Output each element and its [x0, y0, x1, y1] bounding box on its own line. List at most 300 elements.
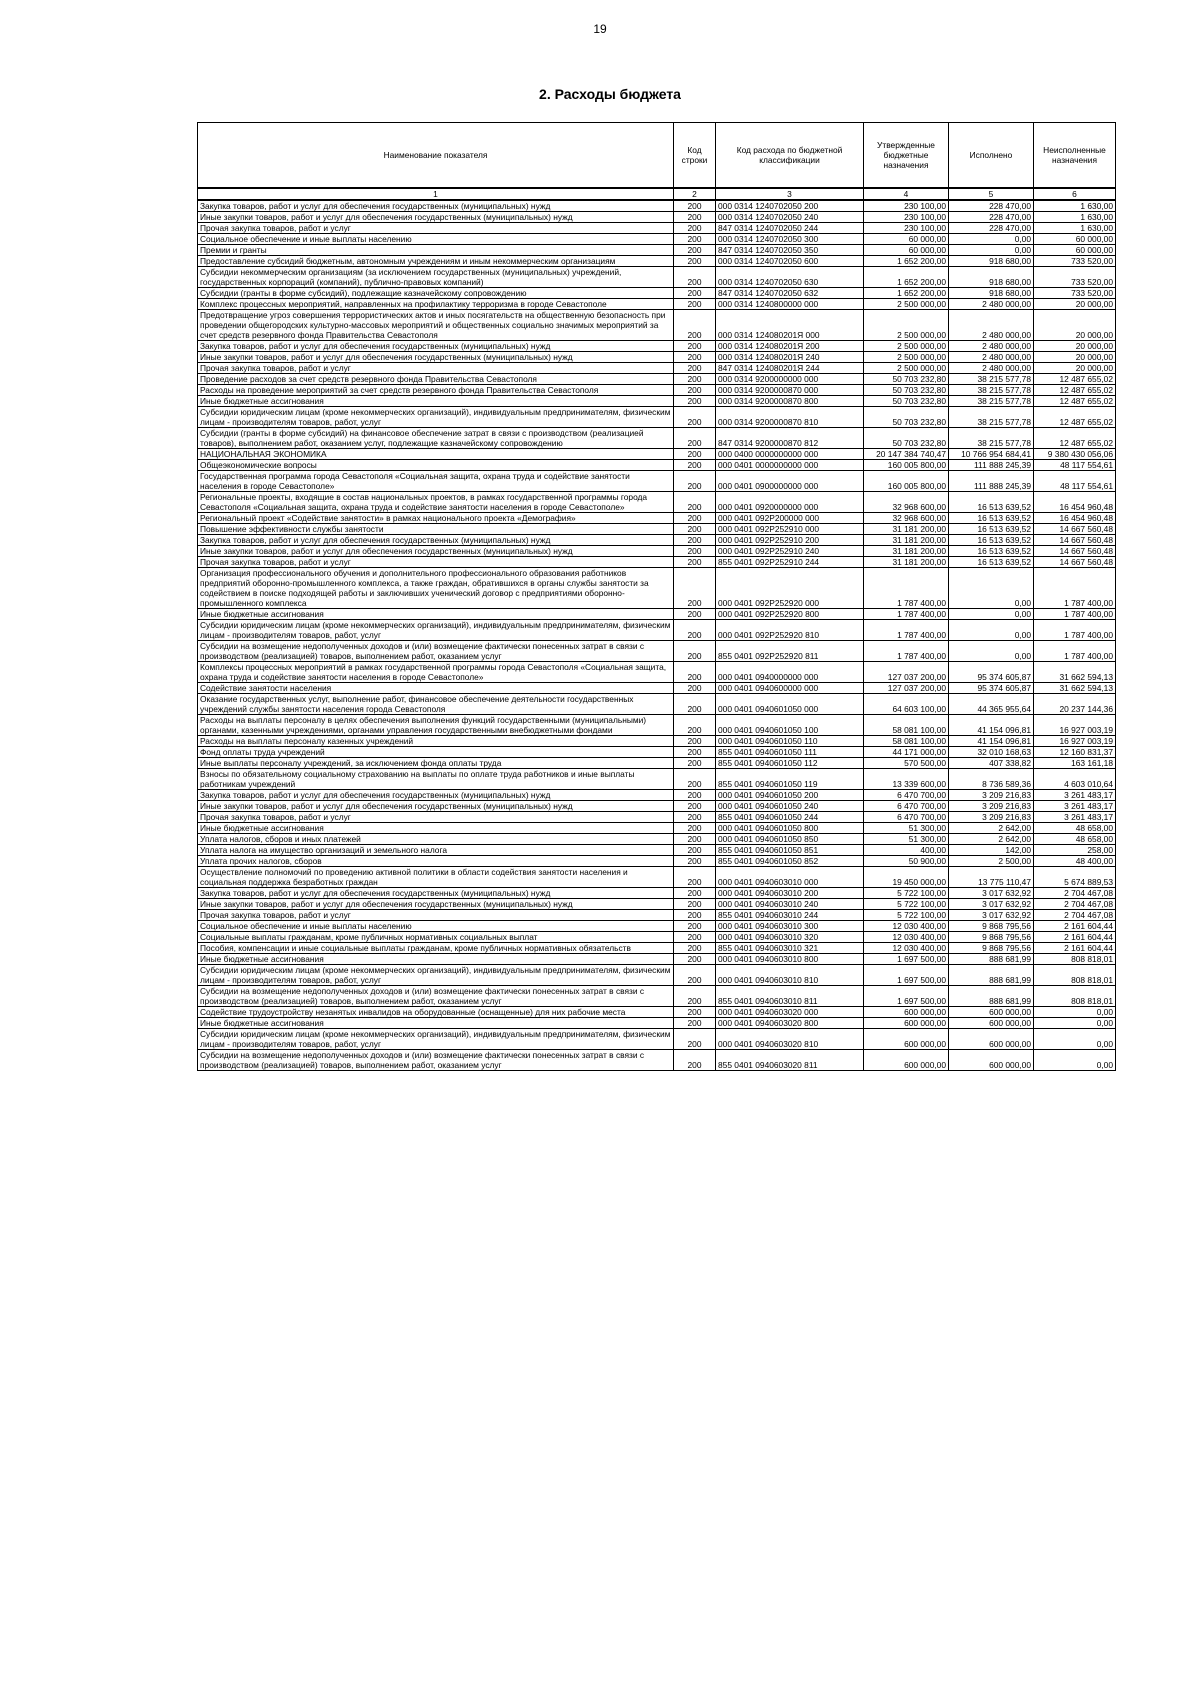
row-code-cell: 000 0314 1240702050 200	[716, 200, 864, 212]
row-unexecuted-cell: 48 117 554,61	[1034, 460, 1116, 471]
row-executed-cell: 600 000,00	[949, 1007, 1034, 1018]
row-approved-cell: 1 697 500,00	[864, 965, 949, 986]
row-line-cell: 200	[674, 899, 716, 910]
row-name-cell: НАЦИОНАЛЬНАЯ ЭКОНОМИКА	[198, 449, 674, 460]
column-header-approved: Утвержденные бюджетные назначения	[864, 123, 949, 189]
row-approved-cell: 2 500 000,00	[864, 299, 949, 310]
row-executed-cell: 111 888 245,39	[949, 460, 1034, 471]
table-row	[198, 471, 1116, 492]
row-code-cell: 000 0314 1240702050 300	[716, 234, 864, 245]
table-row	[198, 921, 1116, 932]
row-executed-cell: 888 681,99	[949, 954, 1034, 965]
row-approved-cell: 600 000,00	[864, 1018, 949, 1029]
row-executed-cell: 142,00	[949, 845, 1034, 856]
row-line-cell: 200	[674, 568, 716, 609]
row-approved-cell: 2 500 000,00	[864, 341, 949, 352]
row-executed-cell: 111 888 245,39	[949, 471, 1034, 492]
row-line-cell: 200	[674, 986, 716, 1007]
row-name-cell: Оказание государственных услуг, выполнение работ, финансовое обеспечение деятельности государственных учреждений службы занятости населения города Севастополя	[198, 694, 674, 715]
row-unexecuted-cell: 2 704 467,08	[1034, 888, 1116, 899]
table-row	[198, 888, 1116, 899]
row-name-cell: Субсидии некоммерческим организациям (за исключением государственных (муниципальных) учреждений, государственных корпораций (компаний), публично-правовых компаний)	[198, 267, 674, 288]
row-approved-cell: 5 722 100,00	[864, 899, 949, 910]
table-row	[198, 986, 1116, 1007]
row-name-cell: Уплата налогов, сборов и иных платежей	[198, 834, 674, 845]
row-executed-cell: 407 338,82	[949, 758, 1034, 769]
row-line-cell: 200	[674, 471, 716, 492]
row-line-cell: 200	[674, 428, 716, 449]
row-line-cell: 200	[674, 834, 716, 845]
table-row	[198, 428, 1116, 449]
row-executed-cell: 228 470,00	[949, 212, 1034, 223]
row-executed-cell: 2 500,00	[949, 856, 1034, 867]
row-executed-cell: 3 017 632,92	[949, 899, 1034, 910]
row-code-cell: 000 0401 0940600000 000	[716, 683, 864, 694]
table-row	[198, 932, 1116, 943]
row-executed-cell: 16 513 639,52	[949, 557, 1034, 568]
row-line-cell: 200	[674, 910, 716, 921]
row-executed-cell: 2 642,00	[949, 823, 1034, 834]
row-line-cell: 200	[674, 620, 716, 641]
row-approved-cell: 44 171 000,00	[864, 747, 949, 758]
row-executed-cell: 0,00	[949, 568, 1034, 609]
row-executed-cell: 38 215 577,78	[949, 374, 1034, 385]
row-approved-cell: 32 968 600,00	[864, 492, 949, 513]
row-name-cell: Премии и гранты	[198, 245, 674, 256]
row-unexecuted-cell: 48 658,00	[1034, 823, 1116, 834]
row-unexecuted-cell: 12 160 831,37	[1034, 747, 1116, 758]
row-name-cell: Расходы на выплаты персоналу в целях обеспечения выполнения функций государственными (муниципальными) органами, казенными учреждениями, органами управления государственными внебюджетными фондами	[198, 715, 674, 736]
row-line-cell: 200	[674, 385, 716, 396]
row-unexecuted-cell: 808 818,01	[1034, 965, 1116, 986]
row-unexecuted-cell: 1 787 400,00	[1034, 568, 1116, 609]
column-numbers-row	[198, 188, 1116, 200]
row-approved-cell: 1 787 400,00	[864, 609, 949, 620]
row-unexecuted-cell: 1 787 400,00	[1034, 609, 1116, 620]
row-executed-cell: 0,00	[949, 234, 1034, 245]
table-row	[198, 1029, 1116, 1050]
row-code-cell: 000 0401 092P252920 000	[716, 568, 864, 609]
row-unexecuted-cell: 1 630,00	[1034, 212, 1116, 223]
row-unexecuted-cell: 733 520,00	[1034, 267, 1116, 288]
row-line-cell: 200	[674, 299, 716, 310]
row-line-cell: 200	[674, 363, 716, 374]
row-unexecuted-cell: 48 117 554,61	[1034, 471, 1116, 492]
row-executed-cell: 888 681,99	[949, 965, 1034, 986]
row-line-cell: 200	[674, 374, 716, 385]
row-name-cell: Комплекс процессных мероприятий, направленных на профилактику терроризма в городе Севастополе	[198, 299, 674, 310]
row-line-cell: 200	[674, 823, 716, 834]
row-approved-cell: 31 181 200,00	[864, 524, 949, 535]
table-row	[198, 513, 1116, 524]
row-approved-cell: 230 100,00	[864, 223, 949, 234]
row-code-cell: 000 0401 0940603020 800	[716, 1018, 864, 1029]
row-code-cell: 000 0401 0940601050 000	[716, 694, 864, 715]
table-row	[198, 790, 1116, 801]
table-row	[198, 568, 1116, 609]
row-executed-cell: 8 736 589,36	[949, 769, 1034, 790]
row-name-cell: Социальное обеспечение и иные выплаты населению	[198, 234, 674, 245]
row-line-cell: 200	[674, 234, 716, 245]
table-row	[198, 758, 1116, 769]
row-name-cell: Субсидии на возмещение недополученных доходов и (или) возмещение фактически понесенных затрат в связи с производством (реализацией) товаров, выполнением работ, оказанием услуг	[198, 1050, 674, 1071]
row-name-cell: Государственная программа города Севастополя «Социальная защита, охрана труда и содействие занятости населения в городе Севастополе»	[198, 471, 674, 492]
row-executed-cell: 32 010 168,63	[949, 747, 1034, 758]
column-number: 5	[949, 188, 1034, 200]
row-code-cell: 000 0401 0920000000 000	[716, 492, 864, 513]
row-approved-cell: 127 037 200,00	[864, 662, 949, 683]
row-name-cell: Прочая закупка товаров, работ и услуг	[198, 557, 674, 568]
row-name-cell: Иные бюджетные ассигнования	[198, 396, 674, 407]
table-row	[198, 341, 1116, 352]
row-line-cell: 200	[674, 921, 716, 932]
row-name-cell: Закупка товаров, работ и услуг для обеспечения государственных (муниципальных) нужд	[198, 341, 674, 352]
table-row	[198, 899, 1116, 910]
row-approved-cell: 6 470 700,00	[864, 812, 949, 823]
row-code-cell: 000 0314 1240800000 000	[716, 299, 864, 310]
row-unexecuted-cell: 20 237 144,36	[1034, 694, 1116, 715]
row-executed-cell: 228 470,00	[949, 200, 1034, 212]
table-row	[198, 288, 1116, 299]
row-name-cell: Фонд оплаты труда учреждений	[198, 747, 674, 758]
row-executed-cell: 16 513 639,52	[949, 546, 1034, 557]
row-unexecuted-cell: 16 454 960,48	[1034, 513, 1116, 524]
table-row	[198, 1018, 1116, 1029]
row-unexecuted-cell: 3 261 483,17	[1034, 812, 1116, 823]
row-approved-cell: 1 787 400,00	[864, 568, 949, 609]
row-executed-cell: 3 209 216,83	[949, 790, 1034, 801]
row-unexecuted-cell: 733 520,00	[1034, 256, 1116, 267]
row-executed-cell: 41 154 096,81	[949, 715, 1034, 736]
row-executed-cell: 16 513 639,52	[949, 524, 1034, 535]
row-line-cell: 200	[674, 801, 716, 812]
row-name-cell: Субсидии (гранты в форме субсидий) на финансовое обеспечение затрат в связи с производством (реализацией товаров), выполнением работ, оказанием услуг, подлежащие казначейскому сопровождению	[198, 428, 674, 449]
row-approved-cell: 230 100,00	[864, 212, 949, 223]
row-approved-cell: 1 652 200,00	[864, 267, 949, 288]
row-executed-cell: 95 374 605,87	[949, 683, 1034, 694]
row-code-cell: 855 0401 0940603010 811	[716, 986, 864, 1007]
row-code-cell: 000 0314 124080201Я 200	[716, 341, 864, 352]
table-row	[198, 823, 1116, 834]
row-code-cell: 847 0314 1240702050 632	[716, 288, 864, 299]
row-approved-cell: 50 703 232,80	[864, 385, 949, 396]
row-unexecuted-cell: 20 000,00	[1034, 299, 1116, 310]
row-code-cell: 000 0401 0940601050 800	[716, 823, 864, 834]
row-code-cell: 000 0401 0940601050 110	[716, 736, 864, 747]
row-executed-cell: 10 766 954 684,41	[949, 449, 1034, 460]
row-approved-cell: 2 500 000,00	[864, 363, 949, 374]
row-code-cell: 000 0401 0940601050 850	[716, 834, 864, 845]
row-name-cell: Иные закупки товаров, работ и услуг для обеспечения государственных (муниципальных) нужд	[198, 801, 674, 812]
row-unexecuted-cell: 2 704 467,08	[1034, 899, 1116, 910]
table-row	[198, 385, 1116, 396]
page-title: 2. Расходы бюджета	[539, 86, 681, 102]
table-row	[198, 1050, 1116, 1071]
row-unexecuted-cell: 14 667 560,48	[1034, 546, 1116, 557]
row-name-cell: Содействие занятости населения	[198, 683, 674, 694]
row-approved-cell: 6 470 700,00	[864, 790, 949, 801]
row-line-cell: 200	[674, 492, 716, 513]
row-unexecuted-cell: 20 000,00	[1034, 341, 1116, 352]
row-approved-cell: 50 703 232,80	[864, 428, 949, 449]
row-executed-cell: 3 209 216,83	[949, 801, 1034, 812]
row-name-cell: Общеэкономические вопросы	[198, 460, 674, 471]
row-approved-cell: 1 787 400,00	[864, 641, 949, 662]
row-code-cell: 000 0401 0940603010 810	[716, 965, 864, 986]
table-row	[198, 867, 1116, 888]
row-line-cell: 200	[674, 954, 716, 965]
table-row	[198, 812, 1116, 823]
row-unexecuted-cell: 12 487 655,02	[1034, 396, 1116, 407]
row-line-cell: 200	[674, 288, 716, 299]
row-line-cell: 200	[674, 1050, 716, 1071]
table-row	[198, 834, 1116, 845]
row-name-cell: Пособия, компенсации и иные социальные выплаты гражданам, кроме публичных нормативных обязательств	[198, 943, 674, 954]
row-name-cell: Осуществление полномочий по проведению активной политики в области содействия занятости населения и социальная поддержка безработных граждан	[198, 867, 674, 888]
row-line-cell: 200	[674, 524, 716, 535]
row-code-cell: 847 0314 9200000870 812	[716, 428, 864, 449]
row-line-cell: 200	[674, 460, 716, 471]
row-approved-cell: 19 450 000,00	[864, 867, 949, 888]
table-row	[198, 352, 1116, 363]
row-approved-cell: 1 652 200,00	[864, 288, 949, 299]
row-name-cell: Прочая закупка товаров, работ и услуг	[198, 910, 674, 921]
row-line-cell: 200	[674, 965, 716, 986]
row-code-cell: 000 0314 1240702050 600	[716, 256, 864, 267]
row-approved-cell: 50 703 232,80	[864, 374, 949, 385]
row-approved-cell: 160 005 800,00	[864, 471, 949, 492]
row-executed-cell: 2 480 000,00	[949, 299, 1034, 310]
row-approved-cell: 1 652 200,00	[864, 256, 949, 267]
row-executed-cell: 16 513 639,52	[949, 535, 1034, 546]
row-line-cell: 200	[674, 513, 716, 524]
row-approved-cell: 31 181 200,00	[864, 546, 949, 557]
row-line-cell: 200	[674, 790, 716, 801]
row-approved-cell: 51 300,00	[864, 823, 949, 834]
row-unexecuted-cell: 31 662 594,13	[1034, 662, 1116, 683]
row-executed-cell: 16 513 639,52	[949, 492, 1034, 513]
column-header-code: Код расхода по бюджетной классификации	[716, 123, 864, 189]
row-line-cell: 200	[674, 662, 716, 683]
row-line-cell: 200	[674, 867, 716, 888]
page-number: 19	[593, 22, 607, 36]
table-row	[198, 620, 1116, 641]
row-approved-cell: 60 000,00	[864, 234, 949, 245]
row-executed-cell: 600 000,00	[949, 1050, 1034, 1071]
row-code-cell: 000 0401 092P252920 800	[716, 609, 864, 620]
row-executed-cell: 918 680,00	[949, 267, 1034, 288]
row-unexecuted-cell: 14 667 560,48	[1034, 535, 1116, 546]
row-code-cell: 000 0314 124080201Я 240	[716, 352, 864, 363]
row-name-cell: Иные закупки товаров, работ и услуг для обеспечения государственных (муниципальных) нужд	[198, 352, 674, 363]
row-name-cell: Субсидии на возмещение недополученных доходов и (или) возмещение фактически понесенных затрат в связи с производством (реализацией) товаров, выполнением работ, оказанием услуг	[198, 986, 674, 1007]
row-approved-cell: 400,00	[864, 845, 949, 856]
row-line-cell: 200	[674, 352, 716, 363]
row-code-cell: 000 0401 0940603020 000	[716, 1007, 864, 1018]
row-name-cell: Проведение расходов за счет средств резервного фонда Правительства Севастополя	[198, 374, 674, 385]
row-code-cell: 000 0314 9200000870 000	[716, 385, 864, 396]
row-line-cell: 200	[674, 557, 716, 568]
table-row	[198, 662, 1116, 683]
row-unexecuted-cell: 0,00	[1034, 1050, 1116, 1071]
row-line-cell: 200	[674, 256, 716, 267]
row-line-cell: 200	[674, 943, 716, 954]
row-unexecuted-cell: 60 000,00	[1034, 245, 1116, 256]
row-name-cell: Иные бюджетные ассигнования	[198, 954, 674, 965]
row-code-cell: 000 0401 0940603020 810	[716, 1029, 864, 1050]
row-unexecuted-cell: 1 787 400,00	[1034, 620, 1116, 641]
table-row	[198, 910, 1116, 921]
table-row	[198, 641, 1116, 662]
row-unexecuted-cell: 12 487 655,02	[1034, 428, 1116, 449]
row-approved-cell: 31 181 200,00	[864, 535, 949, 546]
row-approved-cell: 230 100,00	[864, 200, 949, 212]
table-row	[198, 694, 1116, 715]
row-code-cell: 000 0314 9200000870 800	[716, 396, 864, 407]
row-line-cell: 200	[674, 856, 716, 867]
row-code-cell: 000 0401 092P252920 810	[716, 620, 864, 641]
row-unexecuted-cell: 0,00	[1034, 1029, 1116, 1050]
row-name-cell: Субсидии (гранты в форме субсидий), подлежащие казначейскому сопровождению	[198, 288, 674, 299]
row-executed-cell: 600 000,00	[949, 1029, 1034, 1050]
row-name-cell: Закупка товаров, работ и услуг для обеспечения государственных (муниципальных) нужд	[198, 790, 674, 801]
row-unexecuted-cell: 9 380 430 056,06	[1034, 449, 1116, 460]
row-name-cell: Региональные проекты, входящие в состав национальных проектов, в рамках государственной программы города Севастополя «Социальная защита, охрана труда и содействие занятости населения в городе Севастополе»	[198, 492, 674, 513]
row-code-cell: 000 0401 0940603010 800	[716, 954, 864, 965]
row-code-cell: 000 0401 0940601050 100	[716, 715, 864, 736]
row-line-cell: 200	[674, 758, 716, 769]
row-code-cell: 855 0401 0940601050 112	[716, 758, 864, 769]
row-unexecuted-cell: 0,00	[1034, 1018, 1116, 1029]
row-unexecuted-cell: 2 161 604,44	[1034, 921, 1116, 932]
table-row	[198, 965, 1116, 986]
row-name-cell: Предоставление субсидий бюджетным, автономным учреждениям и иным некоммерческим организациям	[198, 256, 674, 267]
row-name-cell: Субсидии юридическим лицам (кроме некоммерческих организаций), индивидуальным предпринимателям, физическим лицам - производителям товаров, работ, услуг	[198, 1029, 674, 1050]
row-code-cell: 000 0401 0940603010 200	[716, 888, 864, 899]
row-name-cell: Прочая закупка товаров, работ и услуг	[198, 812, 674, 823]
row-name-cell: Содействие трудоустройству незанятых инвалидов на оборудованные (оснащенные) для них рабочие места	[198, 1007, 674, 1018]
row-approved-cell: 50 900,00	[864, 856, 949, 867]
row-code-cell: 000 0401 0900000000 000	[716, 471, 864, 492]
row-unexecuted-cell: 48 658,00	[1034, 834, 1116, 845]
table-header-row	[198, 123, 1116, 189]
row-executed-cell: 918 680,00	[949, 288, 1034, 299]
row-name-cell: Организация профессионального обучения и дополнительного профессионального образования работников предприятий оборонно-промышленного комплекса, а также граждан, обратившихся в органы службы занятости за содействием в поиске подходящей работы и заключивших ученический договор с предприятиями оборонно-промышленного комплекса	[198, 568, 674, 609]
row-line-cell: 200	[674, 1007, 716, 1018]
table-row	[198, 736, 1116, 747]
row-code-cell: 000 0401 092P252910 240	[716, 546, 864, 557]
row-line-cell: 200	[674, 888, 716, 899]
row-unexecuted-cell: 31 662 594,13	[1034, 683, 1116, 694]
table-row	[198, 396, 1116, 407]
row-line-cell: 200	[674, 396, 716, 407]
row-executed-cell: 0,00	[949, 245, 1034, 256]
table-row	[198, 715, 1116, 736]
row-name-cell: Субсидии юридическим лицам (кроме некоммерческих организаций), индивидуальным предпринимателям, физическим лицам - производителям товаров, работ, услуг	[198, 965, 674, 986]
column-header-line: Код строки	[674, 123, 716, 189]
row-code-cell: 855 0401 0940601050 244	[716, 812, 864, 823]
row-name-cell: Иные закупки товаров, работ и услуг для обеспечения государственных (муниципальных) нужд	[198, 546, 674, 557]
row-name-cell: Субсидии юридическим лицам (кроме некоммерческих организаций), индивидуальным предпринимателям, физическим лицам - производителям товаров, работ, услуг	[198, 407, 674, 428]
row-approved-cell: 50 703 232,80	[864, 396, 949, 407]
row-unexecuted-cell: 808 818,01	[1034, 986, 1116, 1007]
row-code-cell: 000 0314 1240702050 240	[716, 212, 864, 223]
table-row	[198, 492, 1116, 513]
row-approved-cell: 2 500 000,00	[864, 352, 949, 363]
row-unexecuted-cell: 20 000,00	[1034, 363, 1116, 374]
row-line-cell: 200	[674, 769, 716, 790]
row-unexecuted-cell: 733 520,00	[1034, 288, 1116, 299]
row-approved-cell: 600 000,00	[864, 1007, 949, 1018]
row-line-cell: 200	[674, 683, 716, 694]
table-row	[198, 769, 1116, 790]
row-name-cell: Прочая закупка товаров, работ и услуг	[198, 223, 674, 234]
row-executed-cell: 3 017 632,92	[949, 910, 1034, 921]
row-executed-cell: 888 681,99	[949, 986, 1034, 1007]
row-line-cell: 200	[674, 267, 716, 288]
row-code-cell: 000 0401 0940603010 240	[716, 899, 864, 910]
column-number: 3	[716, 188, 864, 200]
row-unexecuted-cell: 5 674 889,53	[1034, 867, 1116, 888]
row-code-cell: 000 0401 092P252910 200	[716, 535, 864, 546]
row-line-cell: 200	[674, 845, 716, 856]
table-row	[198, 460, 1116, 471]
row-unexecuted-cell: 14 667 560,48	[1034, 524, 1116, 535]
column-number: 4	[864, 188, 949, 200]
row-line-cell: 200	[674, 200, 716, 212]
row-approved-cell: 160 005 800,00	[864, 460, 949, 471]
row-name-cell: Закупка товаров, работ и услуг для обеспечения государственных (муниципальных) нужд	[198, 888, 674, 899]
row-code-cell: 855 0401 0940603010 244	[716, 910, 864, 921]
column-header-executed: Исполнено	[949, 123, 1034, 189]
table-row	[198, 524, 1116, 535]
row-name-cell: Региональный проект «Содействие занятости» в рамках национального проекта «Демография»	[198, 513, 674, 524]
column-header-unexecuted: Неисполненные назначения	[1034, 123, 1116, 189]
row-executed-cell: 3 209 216,83	[949, 812, 1034, 823]
row-unexecuted-cell: 20 000,00	[1034, 310, 1116, 341]
row-unexecuted-cell: 16 454 960,48	[1034, 492, 1116, 513]
table-row	[198, 546, 1116, 557]
row-executed-cell: 9 868 795,56	[949, 943, 1034, 954]
table-row	[198, 535, 1116, 546]
row-approved-cell: 12 030 400,00	[864, 932, 949, 943]
row-executed-cell: 13 775 110,47	[949, 867, 1034, 888]
row-approved-cell: 1 787 400,00	[864, 620, 949, 641]
row-unexecuted-cell: 14 667 560,48	[1034, 557, 1116, 568]
table-row	[198, 557, 1116, 568]
table-row	[198, 407, 1116, 428]
row-unexecuted-cell: 12 487 655,02	[1034, 374, 1116, 385]
row-code-cell: 855 0401 0940601050 852	[716, 856, 864, 867]
row-code-cell: 847 0314 1240702050 244	[716, 223, 864, 234]
row-unexecuted-cell: 48 400,00	[1034, 856, 1116, 867]
row-approved-cell: 1 697 500,00	[864, 986, 949, 1007]
table-row	[198, 256, 1116, 267]
row-unexecuted-cell: 2 704 467,08	[1034, 910, 1116, 921]
row-unexecuted-cell: 2 161 604,44	[1034, 943, 1116, 954]
row-code-cell: 855 0401 0940601050 119	[716, 769, 864, 790]
row-approved-cell: 600 000,00	[864, 1029, 949, 1050]
row-code-cell: 000 0401 0940000000 000	[716, 662, 864, 683]
row-code-cell: 000 0401 092P252910 000	[716, 524, 864, 535]
row-code-cell: 000 0401 092P200000 000	[716, 513, 864, 524]
row-executed-cell: 38 215 577,78	[949, 407, 1034, 428]
budget-table	[197, 122, 1116, 1071]
table-row	[198, 954, 1116, 965]
row-code-cell: 000 0401 0940603010 000	[716, 867, 864, 888]
row-name-cell: Комплексы процессных мероприятий в рамках государственной программы города Севастополя «Социальная защита, охрана труда и содействие занятости населения в городе Севастополе»	[198, 662, 674, 683]
row-executed-cell: 9 868 795,56	[949, 932, 1034, 943]
